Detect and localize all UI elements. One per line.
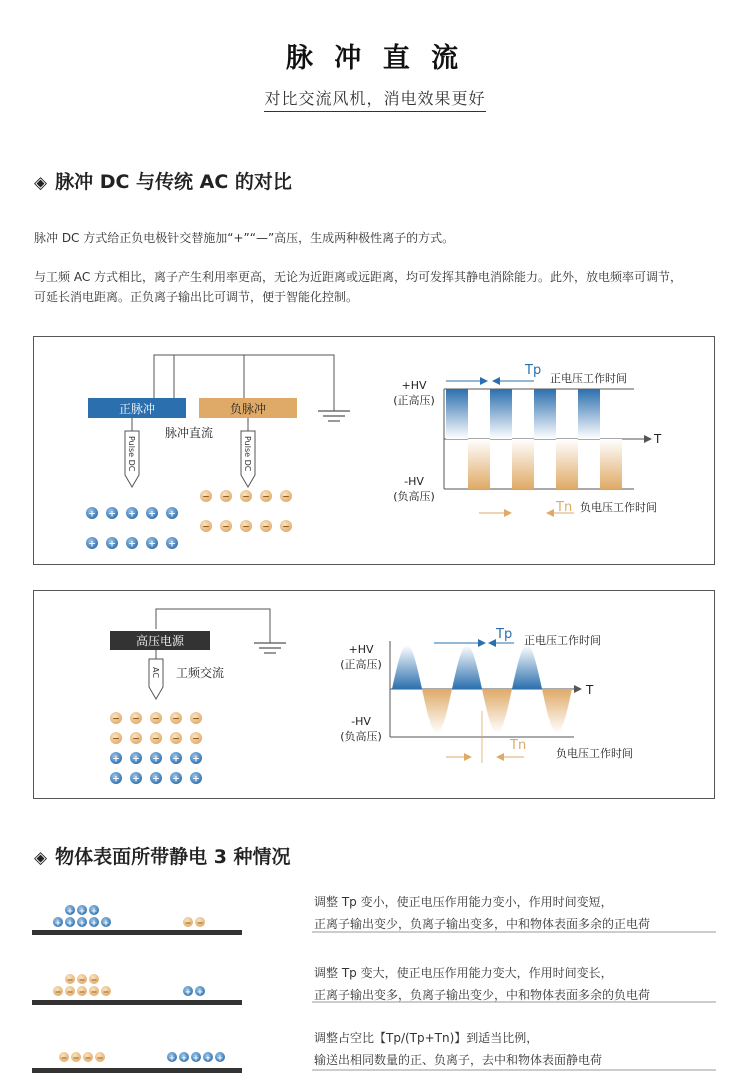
negative-ion: [71, 1052, 81, 1063]
negative-ion: [150, 712, 162, 725]
negative-half-wave: [422, 689, 452, 733]
section-heading-text: 脉冲 DC 与传统 AC 的对比: [55, 171, 292, 193]
svg-text:+: +: [168, 1053, 176, 1063]
svg-text:+: +: [112, 774, 120, 785]
negative-pulse: [556, 439, 578, 489]
positive-ion: [170, 772, 182, 785]
positive-ion: [86, 507, 98, 520]
needle-ac-label: AC: [151, 667, 160, 678]
negative-ion: [260, 520, 272, 533]
negative-pulse-label: 负脉冲: [229, 402, 267, 416]
svg-text:−: −: [112, 714, 120, 725]
surface-bar: [32, 1068, 242, 1073]
negative-ion: [170, 712, 182, 725]
negative-ion: [59, 1052, 69, 1063]
positive-half-wave: [452, 645, 482, 689]
svg-text:−: −: [152, 714, 160, 725]
svg-text:+: +: [132, 774, 140, 785]
svg-text:−: −: [90, 987, 98, 997]
negative-ion: [260, 490, 272, 503]
section2-heading-text: 物体表面所带静电 3 种情况: [55, 846, 291, 868]
svg-text:−: −: [172, 734, 180, 745]
negative-ion: [130, 732, 142, 745]
positive-pulse: [578, 389, 600, 439]
svg-text:−: −: [60, 1053, 68, 1063]
svg-text:+: +: [180, 1053, 188, 1063]
tn-label: Tn: [556, 500, 573, 515]
svg-text:−: −: [66, 975, 74, 985]
svg-text:+: +: [192, 1053, 200, 1063]
svg-text:+: +: [216, 1053, 224, 1063]
negative-ion: [240, 490, 252, 503]
svg-text:+: +: [152, 774, 160, 785]
subtitle-text: 对比交流风机，消电效果更好: [264, 89, 485, 112]
positive-ion: [195, 986, 205, 997]
positive-ion: [190, 752, 202, 765]
svg-text:+: +: [90, 906, 98, 916]
svg-text:+: +: [132, 754, 140, 765]
negative-ion: [220, 520, 232, 533]
case-3-line-2: 输送出相同数量的正、负离子，去中和物体表面静电荷: [314, 1053, 603, 1067]
svg-text:+: +: [102, 918, 110, 928]
svg-text:−: −: [196, 918, 204, 928]
svg-text:+: +: [66, 918, 74, 928]
svg-text:−: −: [90, 975, 98, 985]
svg-text:+: +: [88, 539, 96, 550]
negative-ion: [89, 986, 99, 997]
positive-half-wave: [392, 645, 422, 689]
svg-text:−: −: [242, 492, 250, 503]
body-line-1: 与工频 AC 方式相比，离子产生利用率更高，无论为近距离或远距离，均可发挥其静电消除能力。此外，放电频率可调节，: [34, 270, 683, 284]
svg-text:+: +: [172, 754, 180, 765]
positive-ion: [203, 1052, 213, 1063]
svg-text:−: −: [132, 714, 140, 725]
negative-ion: [280, 520, 292, 533]
negative-pulse: [468, 439, 490, 489]
positive-ion: [101, 917, 111, 928]
svg-text:+: +: [192, 754, 200, 765]
negative-ion: [183, 917, 193, 928]
svg-text:−: −: [152, 734, 160, 745]
svg-text:+: +: [184, 987, 192, 997]
negative-ion: [190, 732, 202, 745]
pulse-dc-svg: [34, 337, 716, 566]
svg-text:+: +: [88, 509, 96, 520]
positive-pulse: [446, 389, 468, 439]
positive-ion: [65, 917, 75, 928]
section-heading-comparison: [34, 167, 292, 194]
svg-text:−: −: [184, 918, 192, 928]
positive-ion: [65, 905, 75, 916]
positive-ion: [110, 752, 122, 765]
positive-ion: [77, 905, 87, 916]
positive-ion: [53, 917, 63, 928]
positive-ion: [130, 752, 142, 765]
positive-ion: [126, 507, 138, 520]
negative-ion: [220, 490, 232, 503]
positive-ion: [126, 537, 138, 550]
negative-ion: [77, 974, 87, 985]
svg-text:−: −: [172, 714, 180, 725]
positive-ion: [146, 537, 158, 550]
pulse-waveform: [446, 389, 622, 489]
positive-ion: [130, 772, 142, 785]
ac-tn-desc: 负电压工作时间: [556, 747, 633, 760]
svg-text:−: −: [78, 987, 86, 997]
positive-ion: [146, 507, 158, 520]
svg-text:+: +: [128, 539, 136, 550]
axis-t-label: T: [654, 432, 662, 446]
plus-hv-label: +HV: [401, 379, 427, 392]
positive-ion: [166, 537, 178, 550]
positive-pulse: [490, 389, 512, 439]
diagram-ac: [33, 590, 715, 799]
ac-tn-label: Tn: [510, 738, 527, 753]
negative-half-wave: [542, 689, 572, 733]
svg-text:−: −: [222, 492, 230, 503]
negative-ion: [110, 712, 122, 725]
minus-hv-sub-label: (负高压): [393, 490, 435, 503]
plus-hv-sub-label: (正高压): [393, 394, 435, 407]
svg-text:+: +: [78, 906, 86, 916]
diamond-icon: ◈: [34, 173, 48, 193]
negative-half-wave: [482, 689, 512, 733]
svg-text:−: −: [78, 975, 86, 985]
svg-text:−: −: [102, 987, 110, 997]
svg-text:+: +: [66, 906, 74, 916]
positive-ion: [110, 772, 122, 785]
negative-ion: [170, 732, 182, 745]
section-heading-surface: [34, 842, 291, 869]
case-1-line-1: 调整 Tp 变小，使正电压作用能力变小，作用时间变短，: [314, 895, 613, 909]
svg-text:+: +: [108, 509, 116, 520]
svg-text:−: −: [72, 1053, 80, 1063]
positive-ion: [190, 772, 202, 785]
minus-hv-label: -HV: [404, 475, 424, 488]
svg-text:−: −: [202, 492, 210, 503]
negative-ion: [95, 1052, 105, 1063]
positive-ion: [106, 537, 118, 550]
negative-ion: [65, 986, 75, 997]
case-2-line-1: 调整 Tp 变大，使正电压作用能力变大，作用时间变长，: [314, 966, 613, 980]
negative-ion: [195, 917, 205, 928]
negative-ion: [110, 732, 122, 745]
svg-text:−: −: [54, 987, 62, 997]
negative-ion: [200, 520, 212, 533]
ac-tp-label: Tp: [496, 627, 513, 642]
negative-ion: [200, 490, 212, 503]
svg-text:+: +: [128, 509, 136, 520]
negative-ion: [150, 732, 162, 745]
svg-text:+: +: [78, 918, 86, 928]
positive-ion: [166, 507, 178, 520]
diamond-icon: ◈: [34, 848, 48, 868]
svg-text:+: +: [148, 539, 156, 550]
tp-label: Tp: [525, 363, 542, 378]
negative-ion: [280, 490, 292, 503]
svg-text:−: −: [242, 522, 250, 533]
positive-ion: [170, 752, 182, 765]
svg-text:−: −: [112, 734, 120, 745]
positive-half-wave: [512, 645, 542, 689]
hv-source-label: 高压电源: [135, 634, 185, 648]
positive-ion: [183, 986, 193, 997]
positive-ion: [77, 917, 87, 928]
svg-text:+: +: [192, 774, 200, 785]
svg-text:+: +: [172, 774, 180, 785]
negative-ion: [190, 712, 202, 725]
negative-ion: [89, 974, 99, 985]
case-3-line-1: 调整占空比【Tp/(Tp+Tn)】到适当比例，: [314, 1031, 539, 1045]
svg-text:+: +: [148, 509, 156, 520]
tp-desc: 正电压工作时间: [550, 372, 627, 385]
pulse-dc-center-label: 脉冲直流: [164, 426, 214, 440]
svg-text:+: +: [112, 754, 120, 765]
ac-minus-hv-sub: (负高压): [340, 730, 382, 743]
case-1-line-2: 正离子输出变少，负离子输出变多，中和物体表面多余的正电荷: [314, 917, 651, 931]
positive-ion: [86, 537, 98, 550]
svg-text:−: −: [192, 714, 200, 725]
svg-text:−: −: [262, 492, 270, 503]
svg-text:+: +: [168, 539, 176, 550]
ac-plus-hv: +HV: [348, 643, 374, 656]
body-line-2: 可延长消电距离。正负离子输出比可调节，便于智能化控制。: [34, 290, 359, 304]
negative-ion: [83, 1052, 93, 1063]
positive-ion: [89, 917, 99, 928]
case-2-line-2: 正离子输出变多，负离子输出变少，中和物体表面多余的负电荷: [314, 988, 651, 1002]
tn-desc: 负电压工作时间: [580, 501, 657, 514]
svg-text:−: −: [192, 734, 200, 745]
positive-ion: [89, 905, 99, 916]
svg-text:−: −: [282, 492, 290, 503]
positive-ion: [215, 1052, 225, 1063]
positive-ion: [106, 507, 118, 520]
surface-bar: [32, 930, 242, 935]
svg-text:−: −: [282, 522, 290, 533]
svg-text:−: −: [222, 522, 230, 533]
svg-text:+: +: [204, 1053, 212, 1063]
negative-ion: [65, 974, 75, 985]
negative-ion: [53, 986, 63, 997]
svg-text:−: −: [262, 522, 270, 533]
needle-positive-label: Pulse DC: [127, 436, 136, 472]
svg-text:+: +: [90, 918, 98, 928]
svg-text:−: −: [202, 522, 210, 533]
positive-pulse: [534, 389, 556, 439]
ac-side-label: 工频交流: [176, 666, 225, 680]
needle-ac: [149, 659, 163, 699]
svg-text:+: +: [152, 754, 160, 765]
diagram-pulse-dc: [33, 336, 715, 565]
negative-pulse: [512, 439, 534, 489]
positive-ion: [150, 752, 162, 765]
negative-ion: [101, 986, 111, 997]
negative-ion: [77, 986, 87, 997]
svg-text:+: +: [168, 509, 176, 520]
svg-text:+: +: [54, 918, 62, 928]
ac-axis-t: T: [586, 683, 594, 697]
svg-text:+: +: [108, 539, 116, 550]
surface-bar: [32, 1000, 242, 1005]
svg-text:−: −: [66, 987, 74, 997]
svg-text:+: +: [196, 987, 204, 997]
intro-paragraph: 脉冲 DC 方式给正负电极针交替施加“+”“—”高压，生成两种极性离子的方式。: [34, 231, 455, 245]
positive-ion: [150, 772, 162, 785]
ac-plus-hv-sub: (正高压): [340, 658, 382, 671]
page-subtitle: [0, 86, 750, 109]
ion-grid-ac: [110, 712, 202, 785]
positive-ion: [179, 1052, 189, 1063]
ac-tp-desc: 正电压工作时间: [524, 634, 601, 647]
positive-ion: [167, 1052, 177, 1063]
ac-minus-hv: -HV: [351, 715, 371, 728]
ac-svg: [34, 591, 716, 800]
negative-ion: [240, 520, 252, 533]
ion-grid-dc: [86, 490, 292, 550]
svg-text:−: −: [84, 1053, 92, 1063]
positive-ion: [191, 1052, 201, 1063]
needle-negative-label: Pulse DC: [243, 436, 252, 472]
negative-pulse: [600, 439, 622, 489]
svg-text:−: −: [132, 734, 140, 745]
page-title: 脉 冲 直 流: [285, 43, 465, 74]
svg-text:−: −: [96, 1053, 104, 1063]
negative-ion: [130, 712, 142, 725]
positive-pulse-label: 正脉冲: [118, 402, 156, 416]
